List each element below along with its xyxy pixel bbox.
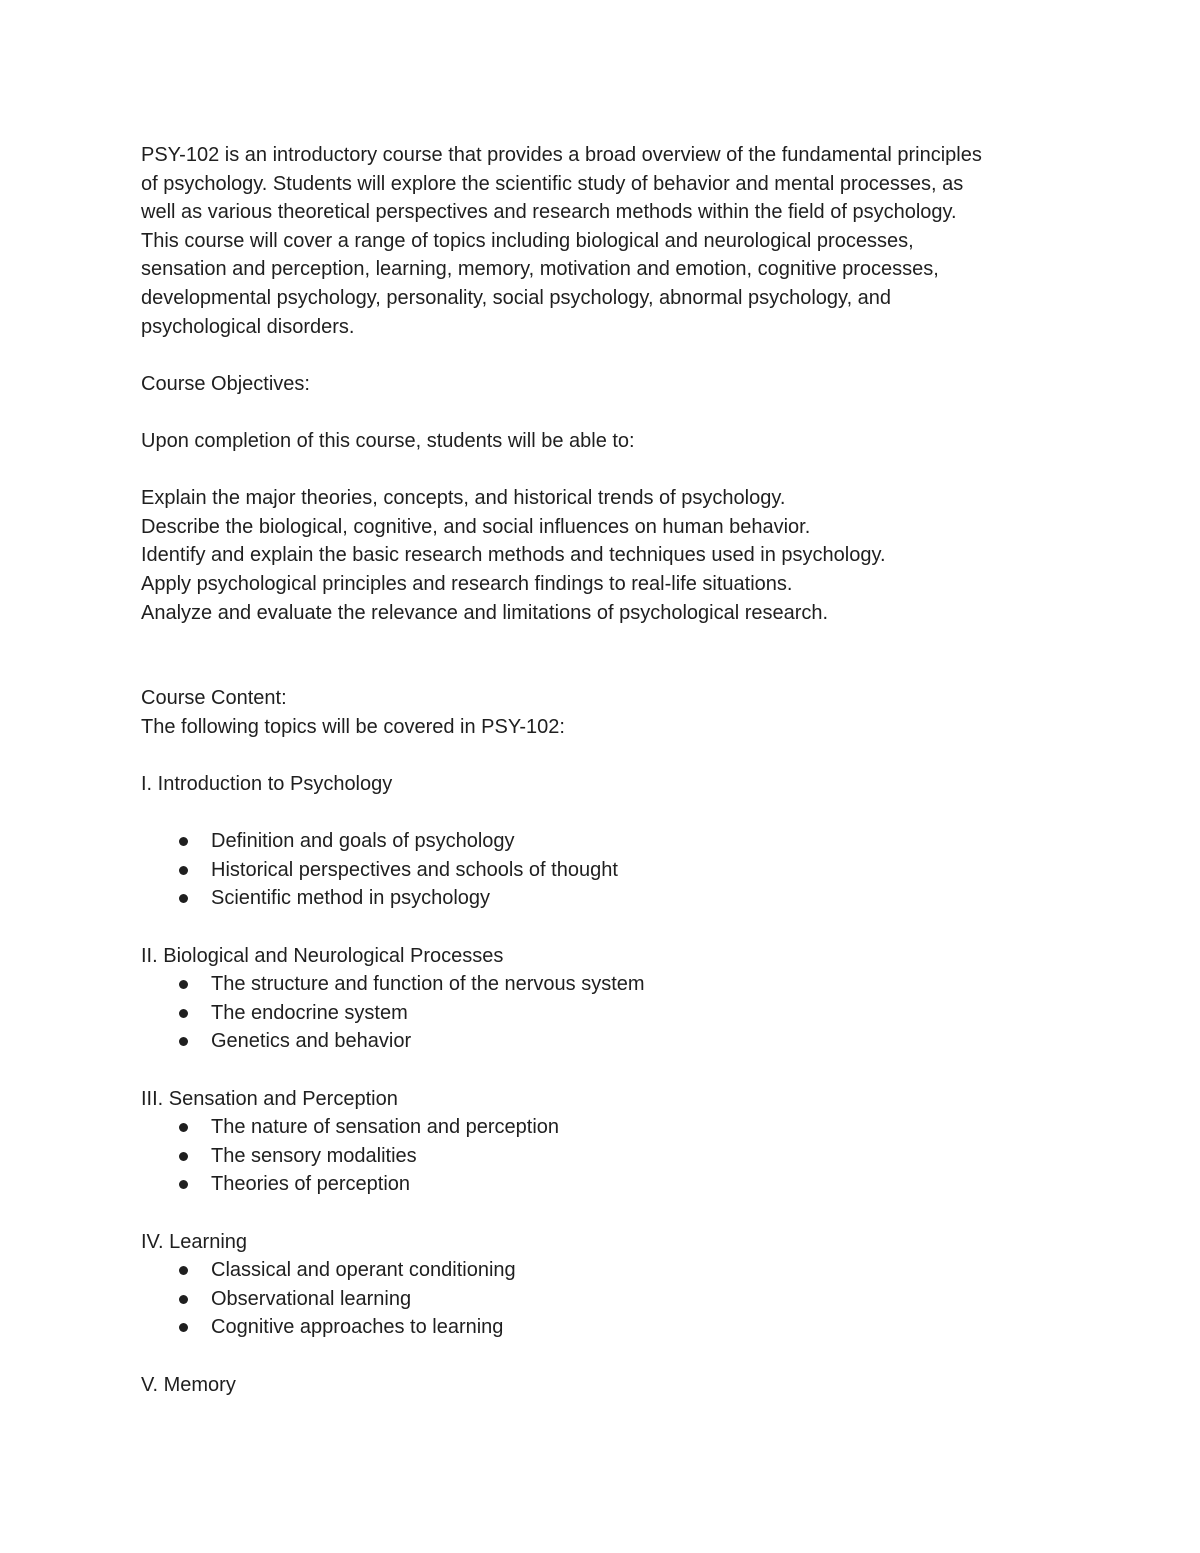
intro-line: sensation and perception, learning, memory, motivation and emotion, cognitive processes, — [141, 258, 939, 281]
content-heading: Course Content: — [141, 687, 287, 710]
spacer — [141, 1056, 1071, 1085]
spacer — [141, 1342, 1071, 1371]
topic-list — [141, 970, 1071, 1056]
spacer — [141, 456, 1071, 485]
list-item — [141, 856, 1071, 885]
intro-line: of psychology. Students will explore the scientific study of behavior and mental processes, as — [141, 172, 964, 195]
topic-section — [141, 1228, 1071, 1342]
list-item — [141, 884, 1071, 913]
list-item-text: The nature of sensation and perception — [211, 1116, 560, 1139]
spacer — [141, 799, 1071, 828]
list-item-text: Classical and operant conditioning — [211, 1259, 516, 1282]
intro-line: psychological disorders. — [141, 315, 355, 338]
intro-line: This course will cover a range of topics including biological and neurological processes, — [141, 229, 914, 252]
topic-list — [141, 827, 1071, 913]
list-item-text: Historical perspectives and schools of thought — [211, 858, 618, 881]
topic-section — [141, 770, 1071, 913]
bullet-icon — [179, 837, 188, 846]
topic-section — [141, 1085, 1071, 1199]
list-item-text: Scientific method in psychology — [211, 887, 491, 910]
objective-item: Describe the biological, cognitive, and social influences on human behavior. — [141, 515, 811, 538]
bullet-icon — [179, 1323, 188, 1332]
objective-item: Explain the major theories, concepts, and historical trends of psychology. — [141, 487, 786, 510]
bullet-icon — [179, 866, 188, 875]
document-body — [141, 141, 1071, 1399]
intro-line: well as various theoretical perspectives and research methods within the field of psychology. — [141, 201, 957, 224]
section-title: I. Introduction to Psychology — [141, 773, 393, 796]
spacer — [141, 341, 1071, 370]
intro-line: developmental psychology, personality, social psychology, abnormal psychology, and — [141, 286, 892, 309]
objectives-lead: Upon completion of this course, students will be able to: — [141, 429, 635, 452]
list-item-text: Definition and goals of psychology — [211, 830, 515, 853]
list-item — [141, 1313, 1071, 1342]
list-item-text: The structure and function of the nervous system — [211, 973, 645, 996]
list-item-text: The sensory modalities — [211, 1144, 417, 1167]
section-title: V. Memory — [141, 1373, 236, 1396]
list-item — [141, 1170, 1071, 1199]
spacer — [141, 741, 1071, 770]
list-item — [141, 970, 1071, 999]
bullet-icon — [179, 1180, 188, 1189]
list-item-text: Observational learning — [211, 1287, 412, 1310]
list-item-text: Theories of perception — [211, 1173, 411, 1196]
bullet-icon — [179, 1123, 188, 1132]
objectives-list — [141, 484, 1071, 627]
spacer — [141, 627, 1071, 684]
list-item-text: Genetics and behavior — [211, 1030, 412, 1053]
objectives-heading: Course Objectives: — [141, 372, 310, 395]
bullet-icon — [179, 1009, 188, 1018]
objective-item: Apply psychological principles and research findings to real-life situations. — [141, 572, 793, 595]
intro-paragraph — [141, 141, 1071, 341]
bullet-icon — [179, 1152, 188, 1161]
list-item — [141, 1113, 1071, 1142]
bullet-icon — [179, 1037, 188, 1046]
list-item — [141, 827, 1071, 856]
spacer — [141, 1199, 1071, 1228]
list-item — [141, 999, 1071, 1028]
section-title: III. Sensation and Perception — [141, 1087, 398, 1110]
list-item — [141, 1027, 1071, 1056]
objective-item: Identify and explain the basic research methods and techniques used in psychology. — [141, 544, 886, 567]
section-title: IV. Learning — [141, 1230, 248, 1253]
topic-section — [141, 942, 1071, 1056]
spacer — [141, 913, 1071, 942]
content-lead: The following topics will be covered in PSY-102: — [141, 715, 565, 738]
bullet-icon — [179, 1266, 188, 1275]
topic-list — [141, 1113, 1071, 1199]
topic-section — [141, 1371, 1071, 1400]
bullet-icon — [179, 894, 188, 903]
intro-line: PSY-102 is an introductory course that provides a broad overview of the fundamental principles — [141, 144, 982, 166]
bullet-icon — [179, 1295, 188, 1304]
list-item-text: The endocrine system — [211, 1001, 408, 1024]
section-title: II. Biological and Neurological Processes — [141, 944, 504, 967]
objective-item: Analyze and evaluate the relevance and limitations of psychological research. — [141, 601, 829, 624]
topic-list — [141, 1256, 1071, 1342]
list-item — [141, 1285, 1071, 1314]
bullet-icon — [179, 980, 188, 989]
spacer — [141, 398, 1071, 427]
list-item — [141, 1256, 1071, 1285]
list-item — [141, 1142, 1071, 1171]
list-item-text: Cognitive approaches to learning — [211, 1316, 504, 1339]
